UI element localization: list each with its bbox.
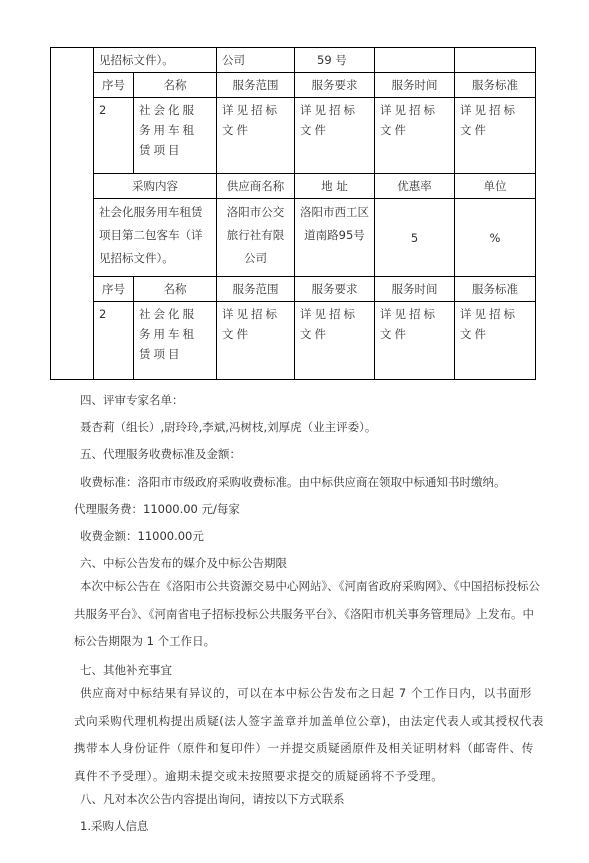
table-header-cell: 采购内容 (94, 174, 217, 199)
table-header-cell: 服务时间 (375, 277, 455, 302)
table-cell: 详见招标文件 (295, 302, 375, 380)
table-header-cell: 序号 (94, 277, 134, 302)
table-header-cell: 单位 (455, 174, 536, 199)
table-header-cell: 服务时间 (375, 73, 455, 98)
table-header-cell: 名称 (134, 73, 217, 98)
table-cell (455, 48, 536, 73)
award-results-table (50, 47, 536, 380)
table-cell: 洛阳市西工区道南路95号 (295, 199, 375, 277)
section-8-title: 八、凡对本次公告内容提出询问，请按以下方式联系 (80, 792, 345, 806)
table-row (51, 199, 536, 277)
table-cell: 2 (94, 302, 134, 380)
section-7-title: 七、其他补充事宜 (80, 663, 172, 677)
table-cell: 见招标文件）。 (94, 48, 217, 73)
table-cell: 社会化服务用车租赁项目 (134, 98, 217, 174)
table-header-cell: 服务标准 (455, 277, 536, 302)
table-cell (375, 48, 455, 73)
table-cell: 59 号 (295, 48, 375, 73)
table-cell: 详见招标文件 (217, 98, 295, 174)
table-header-cell: 供应商名称 (217, 174, 295, 199)
agency-fee: 代理服务费：11000.00 元/每家 (74, 502, 240, 516)
table-header-cell: 名称 (134, 277, 217, 302)
table-cell: 社会化服务用车租赁项目第二包客车（详见招标文件）。 (94, 199, 217, 277)
table-cell: 详见招标文件 (455, 302, 536, 380)
table-cell: 公司 (217, 48, 295, 73)
table-cell: 详见招标文件 (217, 302, 295, 380)
table-cell: 详见招标文件 (375, 98, 455, 174)
table-row (51, 48, 536, 73)
table-row (51, 98, 536, 174)
section-5-title: 五、代理服务收费标准及金额： (80, 447, 241, 461)
table-cell: 5 (375, 199, 455, 277)
table-cell: 洛阳市公交旅行社有限公司 (217, 199, 295, 277)
table-row (51, 73, 536, 98)
table-header-cell: 序号 (94, 73, 134, 98)
table-row (51, 277, 536, 302)
table-cell: % (455, 199, 536, 277)
table-header-cell: 服务范围 (217, 73, 295, 98)
section-6-title: 六、中标公告发布的媒介及中标公告期限 (80, 556, 287, 570)
objection-paragraph: 供应商对中标结果有异议的，可以在本中标公告发布之日起 7 个工作日内，以书面形式向采购代理机构提出质疑(法人签字盖章并加盖单位公章)，由法定代表人或其授权代表携带本人身份证件（原件和复印件）一并提交质疑函原件及相关证明材料（邮寄件、传真件不予受理）。逾期未提交或未按照要求提交的质疑函将不予受理。 (74, 686, 544, 783)
table-header-cell: 服务要求 (295, 277, 375, 302)
section-4-title: 四、评审专家名单： (80, 393, 184, 407)
table-header-cell: 优惠率 (375, 174, 455, 199)
purchaser-info-heading: 1.采购人信息 (80, 819, 149, 833)
publication-paragraph: 本次中标公告在《洛阳市公共资源交易中心网站》、《河南省政府采购网》、《中国招标投标公共服务平台》、《河南省电子招标投标公共服务平台》、《洛阳市机关事务管理局》上发布。中标公告期限为 1 个工作日。 (74, 579, 540, 648)
expert-list: 聂杏莉（组长）,尉玲玲,李斌,冯树枝,刘厚虎（业主评委）。 (80, 420, 377, 434)
table-cell: 社会化服务用车租赁项目 (134, 302, 217, 380)
table-header-cell: 服务要求 (295, 73, 375, 98)
table-cell: 详见招标文件 (295, 98, 375, 174)
fee-amount: 收费金额：11000.00元 (80, 529, 204, 543)
table-cell: 详见招标文件 (375, 302, 455, 380)
fee-standard: 收费标准：洛阳市市级政府采购收费标准。由中标供应商在领取中标通知书时缴纳。 (80, 475, 506, 489)
table-header-cell: 地 址 (295, 174, 375, 199)
table-cell: 详见招标文件 (455, 98, 536, 174)
table-cell: 2 (94, 98, 134, 174)
table-header-cell: 服务范围 (217, 277, 295, 302)
merged-side-cell (51, 48, 94, 380)
table-header-cell: 服务标准 (455, 73, 536, 98)
table-row (51, 302, 536, 380)
table-row (51, 174, 536, 199)
